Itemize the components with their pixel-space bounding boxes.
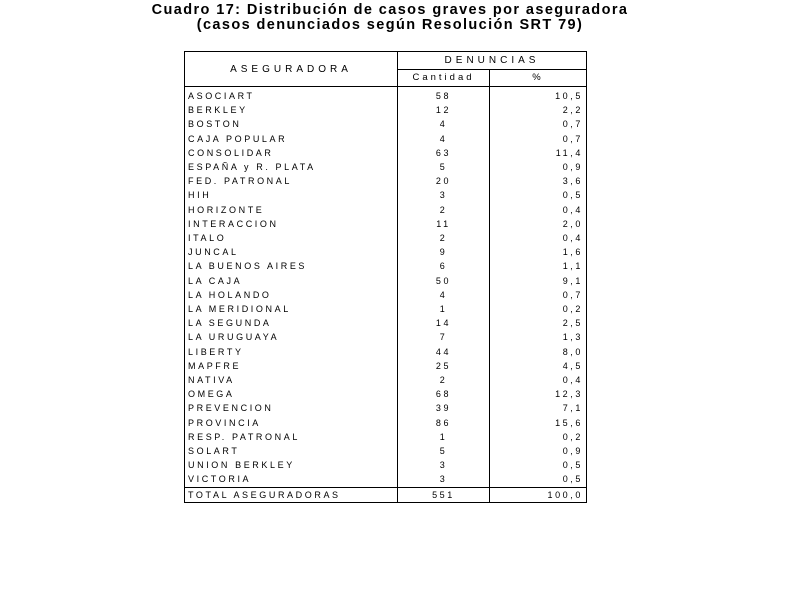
header-cantidad: Cantidad <box>398 69 490 87</box>
case-percent: 4,5 <box>490 359 587 373</box>
insurer-name: BOSTON <box>185 117 398 131</box>
table-row <box>185 188 587 202</box>
case-percent: 1,6 <box>490 245 587 259</box>
table-row <box>185 203 587 217</box>
table-row <box>185 472 587 487</box>
insurer-name: LA CAJA <box>185 274 398 288</box>
case-quantity: 11 <box>398 217 490 231</box>
case-percent: 0,5 <box>490 472 587 487</box>
case-quantity: 1 <box>398 430 490 444</box>
table-row <box>185 132 587 146</box>
insurer-name: RESP. PATRONAL <box>185 430 398 444</box>
table-row <box>185 117 587 131</box>
insurer-name: OMEGA <box>185 387 398 401</box>
insurer-name: MAPFRE <box>185 359 398 373</box>
insurer-name: HIH <box>185 188 398 202</box>
table-row <box>185 330 587 344</box>
table-row <box>185 259 587 273</box>
case-percent: 0,5 <box>490 188 587 202</box>
case-quantity: 3 <box>398 472 490 487</box>
table-row <box>185 430 587 444</box>
case-quantity: 3 <box>398 458 490 472</box>
insurer-name: CONSOLIDAR <box>185 146 398 160</box>
case-percent: 0,4 <box>490 231 587 245</box>
insurer-name: LA URUGUAYA <box>185 330 398 344</box>
table-title: Cuadro 17: Distribución de casos graves por aseguradora <box>151 2 629 18</box>
table-row <box>185 245 587 259</box>
header-percent: % <box>490 69 587 87</box>
case-quantity: 12 <box>398 103 490 117</box>
header-aseguradora: ASEGURADORA <box>185 52 398 87</box>
insurer-name: VICTORIA <box>185 472 398 487</box>
insurer-name: FED. PATRONAL <box>185 174 398 188</box>
case-quantity: 5 <box>398 444 490 458</box>
table-row <box>185 373 587 387</box>
insurer-name: ESPAÑA y R. PLATA <box>185 160 398 174</box>
case-quantity: 14 <box>398 316 490 330</box>
case-percent: 0,2 <box>490 302 587 316</box>
case-percent: 0,7 <box>490 117 587 131</box>
table-row <box>185 401 587 415</box>
insurer-name: NATIVA <box>185 373 398 387</box>
insurer-name: ASOCIART <box>185 87 398 104</box>
table-row <box>185 444 587 458</box>
table-row <box>185 387 587 401</box>
insurer-name: SOLART <box>185 444 398 458</box>
case-percent: 2,0 <box>490 217 587 231</box>
case-quantity: 3 <box>398 188 490 202</box>
insurer-name: HORIZONTE <box>185 203 398 217</box>
table-row <box>185 359 587 373</box>
table-row <box>185 345 587 359</box>
insurer-name: LA SEGUNDA <box>185 316 398 330</box>
case-quantity: 4 <box>398 117 490 131</box>
insurer-name: LA BUENOS AIRES <box>185 259 398 273</box>
table-row <box>185 160 587 174</box>
case-quantity: 1 <box>398 302 490 316</box>
case-quantity: 58 <box>398 87 490 104</box>
insurer-name: CAJA POPULAR <box>185 132 398 146</box>
insurer-name: BERKLEY <box>185 103 398 117</box>
case-percent: 7,1 <box>490 401 587 415</box>
table-row <box>185 217 587 231</box>
table-row <box>185 288 587 302</box>
table-row <box>185 174 587 188</box>
insurer-name: ITALO <box>185 231 398 245</box>
case-percent: 15,6 <box>490 416 587 430</box>
case-percent: 2,5 <box>490 316 587 330</box>
case-percent: 0,9 <box>490 444 587 458</box>
case-percent: 11,4 <box>490 146 587 160</box>
insurers-table <box>184 51 587 503</box>
case-percent: 0,2 <box>490 430 587 444</box>
case-percent: 10,5 <box>490 87 587 104</box>
insurer-name: PROVINCIA <box>185 416 398 430</box>
case-percent: 0,4 <box>490 203 587 217</box>
table-row <box>185 274 587 288</box>
case-percent: 1,1 <box>490 259 587 273</box>
header-denuncias: DENUNCIAS <box>398 52 587 70</box>
insurer-name: PREVENCION <box>185 401 398 415</box>
case-quantity: 2 <box>398 373 490 387</box>
case-quantity: 50 <box>398 274 490 288</box>
case-percent: 0,7 <box>490 132 587 146</box>
case-quantity: 68 <box>398 387 490 401</box>
insurer-name: JUNCAL <box>185 245 398 259</box>
insurer-name: INTERACCION <box>185 217 398 231</box>
insurer-name: UNION BERKLEY <box>185 458 398 472</box>
total-label: TOTAL ASEGURADORAS <box>185 487 398 502</box>
case-percent: 2,2 <box>490 103 587 117</box>
table-row <box>185 302 587 316</box>
case-quantity: 2 <box>398 231 490 245</box>
case-quantity: 44 <box>398 345 490 359</box>
case-percent: 0,7 <box>490 288 587 302</box>
case-quantity: 25 <box>398 359 490 373</box>
case-percent: 0,4 <box>490 373 587 387</box>
case-quantity: 6 <box>398 259 490 273</box>
case-quantity: 20 <box>398 174 490 188</box>
case-percent: 12,3 <box>490 387 587 401</box>
table-body <box>185 87 587 488</box>
total-row <box>185 487 587 502</box>
total-quantity: 551 <box>398 487 490 502</box>
case-quantity: 86 <box>398 416 490 430</box>
table-row <box>185 146 587 160</box>
case-percent: 1,3 <box>490 330 587 344</box>
case-quantity: 9 <box>398 245 490 259</box>
insurer-name: LA MERIDIONAL <box>185 302 398 316</box>
case-percent: 3,6 <box>490 174 587 188</box>
case-quantity: 2 <box>398 203 490 217</box>
case-quantity: 4 <box>398 288 490 302</box>
table-row <box>185 416 587 430</box>
table-row <box>185 103 587 117</box>
case-percent: 9,1 <box>490 274 587 288</box>
table-row <box>185 458 587 472</box>
case-percent: 0,9 <box>490 160 587 174</box>
case-quantity: 39 <box>398 401 490 415</box>
case-quantity: 63 <box>398 146 490 160</box>
table-row <box>185 231 587 245</box>
insurer-name: LA HOLANDO <box>185 288 398 302</box>
case-quantity: 7 <box>398 330 490 344</box>
table-row <box>185 87 587 104</box>
table-row <box>185 316 587 330</box>
case-quantity: 5 <box>398 160 490 174</box>
case-percent: 8,0 <box>490 345 587 359</box>
total-percent: 100,0 <box>490 487 587 502</box>
case-quantity: 4 <box>398 132 490 146</box>
case-percent: 0,5 <box>490 458 587 472</box>
insurer-name: LIBERTY <box>185 345 398 359</box>
table-subtitle: (casos denunciados según Resolución SRT 79) <box>196 17 584 33</box>
